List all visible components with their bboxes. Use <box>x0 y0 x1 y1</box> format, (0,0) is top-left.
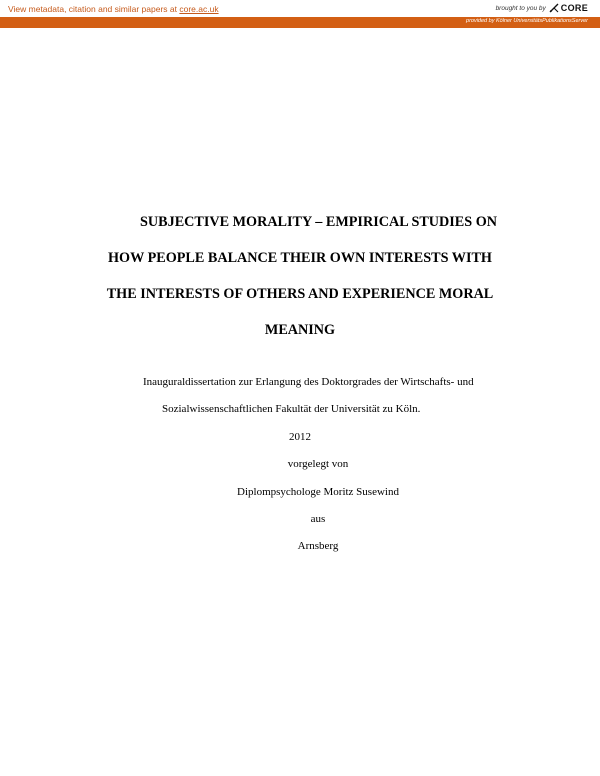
core-link[interactable]: core.ac.uk <box>179 4 219 14</box>
provider-bar <box>0 17 600 28</box>
dissertation-statement-line-2: Sozialwissenschaftlichen Fakultät der Universität zu Köln. <box>162 403 421 415</box>
core-banner <box>0 0 600 17</box>
dissertation-title <box>60 204 540 348</box>
title-line-1: SUBJECTIVE MORALITY – EMPIRICAL STUDIES ON <box>140 214 497 230</box>
year: 2012 <box>289 431 311 443</box>
dissertation-statement-line-1: Inauguraldissertation zur Erlangung des Doktorgrades der Wirtschafts- und <box>143 376 474 388</box>
provided-by-text: provided by Kölner UniversitätsPublikationsServer <box>466 18 588 24</box>
brought-to-you-by <box>496 3 588 13</box>
title-line-4: MEANING <box>264 322 336 338</box>
hometown: Arnsberg <box>297 540 339 552</box>
brought-text: brought to you by <box>495 4 546 12</box>
metadata-notice <box>8 4 219 14</box>
author-name: Diplompsychologe Moritz Susewind <box>237 486 399 498</box>
metadata-prefix: View metadata, citation and similar papers at <box>8 4 180 14</box>
core-word: CORE <box>560 3 588 13</box>
title-line-3: THE INTERESTS OF OTHERS AND EXPERIENCE MORAL <box>106 286 494 302</box>
core-logo[interactable] <box>549 3 588 13</box>
title-line-2: HOW PEOPLE BALANCE THEIR OWN INTERESTS WITH <box>108 250 492 266</box>
from-label: aus <box>310 513 326 525</box>
core-logo-icon <box>549 3 559 13</box>
submitted-by-label: vorgelegt von <box>287 458 349 470</box>
